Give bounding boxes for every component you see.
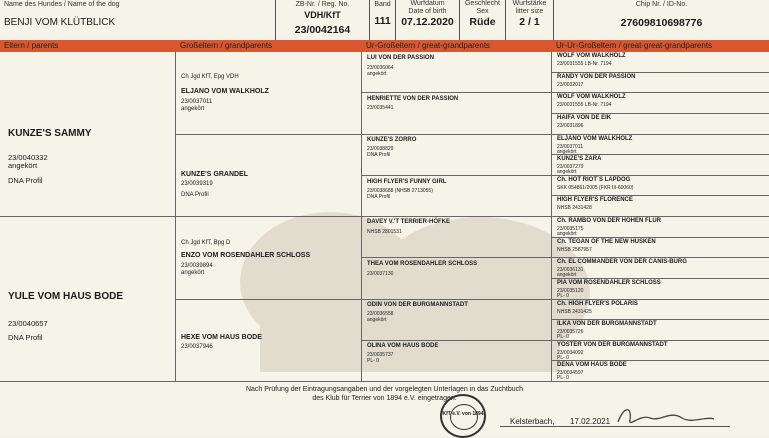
- great-great-grandparent-cell: [552, 196, 769, 217]
- great-great-grandparent-reg: 23/0035120: [557, 287, 584, 294]
- great-great-grandparent-note: angekört: [557, 169, 577, 176]
- litter-size-cell: [506, 0, 554, 40]
- great-great-grandparent-note: angekört: [557, 148, 577, 155]
- sire-cell: [0, 52, 176, 217]
- birth-date-label-de: Wurfdatum: [410, 0, 445, 7]
- dam-reg: 23/0040657: [8, 319, 48, 328]
- great-great-grandparent-cell: [552, 238, 769, 259]
- grandparent-name: KUNZE'S GRANDEL: [181, 171, 248, 178]
- great-grandparent-name: HIGH FLYER'S FUNNY GIRL: [367, 179, 447, 185]
- issue-date: 17.02.2021: [570, 417, 611, 426]
- great-great-grandparent-cell: [552, 176, 769, 197]
- birth-date-value: 07.12.2020: [401, 16, 454, 28]
- great-great-grandparent-reg: 23/0035175: [557, 226, 584, 232]
- birth-date-label-en: Date of birth: [408, 8, 447, 15]
- great-great-grandparent-reg: NHSB 2431425: [557, 308, 592, 315]
- great-great-grandparent-reg: 23/0036131: [557, 267, 584, 274]
- grandparent-reg: 23/0037011: [181, 99, 213, 105]
- grandparent-name: ENZO VOM ROSENDAHLER SCHLOSS: [181, 252, 311, 259]
- great-grandparent-dna: DNA Profil: [367, 194, 391, 200]
- great-grandparent-cell: [362, 52, 552, 93]
- dam-cell: [0, 217, 176, 382]
- sex-cell: [460, 0, 506, 40]
- volume-value: 111: [374, 15, 391, 27]
- dog-name-cell: [0, 0, 276, 40]
- sire-dna: DNA Profil: [8, 176, 43, 185]
- grandparent-name: ELJANO VOM WALKHOLZ: [181, 88, 269, 95]
- great-great-grandparent-cell: [552, 217, 769, 238]
- grandparent-reg: 23/0037946: [181, 344, 213, 350]
- great-great-grandparent-note: PL- 0: [557, 375, 569, 382]
- great-great-grandparent-name: RANDY VON DER PASSION: [557, 73, 636, 80]
- great-great-grandparent-note: PL- 0: [557, 354, 569, 361]
- great-grandparent-reg: NHSB 2801531: [367, 229, 402, 235]
- great-grandparent-dna: DNA Profil: [367, 152, 391, 158]
- great-great-grandparent-cell: [552, 73, 769, 94]
- reg-no-value: 23/0042164: [294, 24, 351, 36]
- great-great-grandparent-name: DENA VOM HAUS BODE: [557, 362, 627, 369]
- great-great-grandparent-name: Ch. EL COMMANDER VON DER CANIS-BURG: [557, 259, 687, 266]
- generation-header-bar: [0, 40, 769, 52]
- great-grandparent-note: PL- 0: [367, 358, 379, 364]
- grandparent-note: angekört: [181, 106, 205, 112]
- birth-date-cell: [396, 0, 460, 40]
- great-great-grandparent-name: Ch. HOT RIOT`S LAPDOG: [557, 176, 631, 183]
- dog-name-value: BENJI VOM KLÜTBLICK: [4, 17, 116, 28]
- great-great-grandparent-cell: [552, 361, 769, 382]
- great-great-grandparent-note: PL- 0: [557, 292, 569, 299]
- great-great-grandparent-reg: 23/0035726: [557, 329, 584, 336]
- great-great-grandparent-name: KUNZE'S ZARA: [557, 156, 602, 163]
- great-great-grandparent-reg: 23/0037011: [557, 143, 584, 150]
- litter-size-label-de: Wurfstärke: [512, 0, 547, 7]
- footer: [0, 382, 769, 436]
- great-great-grandparent-name: HAIFA VON DE EIK: [557, 114, 612, 121]
- great-great-grandparent-name: Ch. RAMBO VON DER HOHEN FLUR: [557, 218, 661, 224]
- grandparent-cell: [176, 52, 362, 135]
- volume-cell: [370, 0, 396, 40]
- sire-note: angekört: [8, 161, 38, 170]
- great-great-grandparent-reg: 23/0037279: [557, 164, 584, 171]
- great-great-grandparent-reg: 23/0032017: [557, 81, 584, 88]
- great-great-grandparent-reg: 23/0034092: [557, 349, 584, 356]
- great-great-grandparent-reg: NHSB 2431428: [557, 205, 592, 212]
- great-great-grandparent-name: ILKA VON DER BURGMANNSTADT: [557, 321, 657, 328]
- great-grandparent-name: THEA VOM ROSENDAHLER SCHLOSS: [367, 261, 478, 267]
- great-grandparent-name: LUI VON DER PASSION: [367, 55, 434, 61]
- great-great-grandparent-name: WOLF VOM WALKHOLZ: [557, 94, 626, 101]
- sire-name: KUNZE'S SAMMY: [8, 128, 92, 139]
- grandparents-heading: Großeltern / grandparents: [180, 41, 273, 50]
- great-grandparent-note: angekört: [367, 317, 387, 323]
- litter-size-label-en: litter size: [515, 8, 544, 15]
- grandparent-cell: [176, 217, 362, 300]
- dam-name: YULE VOM HAUS BODE: [8, 291, 124, 302]
- great-great-grandparent-name: Ch. HIGH FLYER'S POLARIS: [557, 300, 638, 307]
- great-grandparent-reg: 23/0038829: [367, 146, 394, 152]
- reg-no-label: ZB-Nr. / Reg. No.: [295, 1, 350, 8]
- great-great-grandparent-cell: [552, 135, 769, 156]
- litter-size-value: 2 / 1: [519, 16, 540, 28]
- great-grandparent-cell: [362, 300, 552, 341]
- great-great-grandparent-reg: 23/0031896: [557, 122, 584, 129]
- sex-label-de: Geschlecht: [464, 0, 501, 7]
- great-great-grandparent-name: HIGH FLYER'S FLORENCE: [557, 197, 633, 204]
- parents-heading: Eltern / parents: [4, 41, 59, 50]
- great-grandparent-name: KUNZE'S ZORRO: [367, 137, 417, 143]
- grandparent-note: angekört: [181, 270, 205, 276]
- great-great-grandparent-reg: 23/0031555 LB-Nr. 7194: [557, 102, 612, 109]
- great-grandparent-name: ODIN VON DER BURGMANNSTADT: [367, 302, 468, 308]
- great-grandparent-reg: 23/0036064: [367, 65, 394, 71]
- great-great-grandparent-note: angekört: [557, 272, 577, 279]
- grandparent-name: HEXE VOM HAUS BODE: [181, 334, 262, 341]
- great-great-grandparent-reg: 23/0031555 LB-Nr. 7194: [557, 61, 612, 67]
- great-grandparent-reg: 23/0036558: [367, 311, 394, 317]
- grandparent-title: Ch Jgd KfT, Bpg D: [181, 240, 231, 246]
- signature-icon: [610, 400, 720, 432]
- great-grandparent-cell: [362, 93, 552, 135]
- great-great-grandparent-name: WOLF VOM WALKHOLZ: [557, 53, 626, 59]
- great-great-grandparent-cell: [552, 155, 769, 176]
- great-great-grandparent-cell: [552, 52, 769, 73]
- grandparent-cell: [176, 300, 362, 382]
- great-grandparent-reg: 23/0035441: [367, 105, 394, 111]
- club-stamp-icon: [440, 394, 486, 438]
- great-grandparent-reg: 23/0035737: [367, 352, 394, 358]
- great-great-grandparent-cell: [552, 114, 769, 135]
- sex-value: Rüde: [469, 16, 496, 28]
- grandparent-title: Ch Jgd KfT, Epg VDH: [181, 74, 239, 80]
- great-great-grandparent-cell: [552, 93, 769, 114]
- grandparent-reg: 23/0039319: [181, 181, 213, 187]
- header: [0, 0, 769, 40]
- place: Kelsterbach,: [510, 417, 555, 426]
- stamp-text: KfT e.V. von 1894: [442, 411, 484, 417]
- certification-line-1: Nach Prüfung der Eintragungsangaben und der vorgelegten Unterlagen in das Zuchtbuch: [245, 386, 524, 393]
- great-grandparent-note: angekört: [367, 71, 387, 77]
- great-grandparent-cell: [362, 258, 552, 300]
- great-grandparent-name: DAVEY V.'T TERRIER-HÖFKE: [367, 219, 450, 225]
- great-great-grandparent-reg: 23/0034597: [557, 370, 584, 377]
- great-great-grandparent-cell: [552, 341, 769, 362]
- great-grandparent-cell: [362, 341, 552, 382]
- great-grandparent-cell: [362, 135, 552, 176]
- volume-label: Band: [374, 1, 391, 8]
- chip-value: 27609810698776: [620, 17, 703, 29]
- great-grandparent-cell: [362, 217, 552, 258]
- great-great-grandparent-note: PL- 0: [557, 334, 569, 341]
- great-grandparent-reg: 23/0037130: [367, 271, 394, 277]
- great-grandparent-cell: [362, 176, 552, 217]
- grandparent-reg: 23/0039894: [181, 263, 213, 269]
- great-great-grandparent-name: Ch. TEGAN OF THE NEW HUSKEN: [557, 238, 656, 245]
- great-great-grandparent-cell: [552, 320, 769, 341]
- great-grandparents-heading: Ur-Großeltern / great-grandparents: [366, 41, 491, 50]
- certification-line-2: des Klub für Terrier von 1894 e.V. eingetragen.: [312, 395, 457, 402]
- reg-no-cell: [276, 0, 370, 40]
- sex-label-en: Sex: [476, 8, 489, 15]
- grandparent-cell: [176, 135, 362, 217]
- pedigree-grid: [0, 52, 769, 382]
- great-grandparent-name: HENRIETTE VON DER PASSION: [367, 96, 459, 102]
- reg-club: VDH/KfT: [304, 10, 341, 20]
- great-great-grandparent-cell: [552, 300, 769, 321]
- great-great-grandparents-heading: Ur-Ur-Großeltern / great-great-grandparents: [556, 41, 713, 50]
- great-great-grandparent-cell: [552, 279, 769, 300]
- dam-dna: DNA Profil: [8, 333, 43, 342]
- chip-cell: [554, 0, 769, 40]
- chip-label: Chip Nr. / ID-No.: [635, 1, 688, 8]
- great-great-grandparent-name: ELJANO VOM WALKHOLZ: [557, 135, 633, 142]
- great-great-grandparent-note: angekört: [557, 231, 577, 237]
- great-great-grandparent-cell: [552, 258, 769, 279]
- great-great-grandparent-reg: SKK 054861/2005 (FKR III-60060): [557, 184, 634, 191]
- great-grandparent-reg: 23/0038688 (NHSB 2713055): [367, 188, 433, 194]
- dog-name-label: Name des Hundes / Name of the dog: [4, 1, 120, 8]
- great-great-grandparent-name: PIA VOM ROSENDAHLER SCHLOSS: [557, 279, 661, 286]
- grandparent-dna: DNA Profil: [181, 192, 209, 198]
- great-great-grandparent-reg: NHSB 2587957: [557, 246, 592, 253]
- great-great-grandparent-name: YOSTER VON DER BURGMANNSTADT: [557, 341, 668, 348]
- sire-reg: 23/0040332: [8, 153, 48, 162]
- great-grandparent-name: OLINA VOM HAUS BODE: [367, 343, 439, 349]
